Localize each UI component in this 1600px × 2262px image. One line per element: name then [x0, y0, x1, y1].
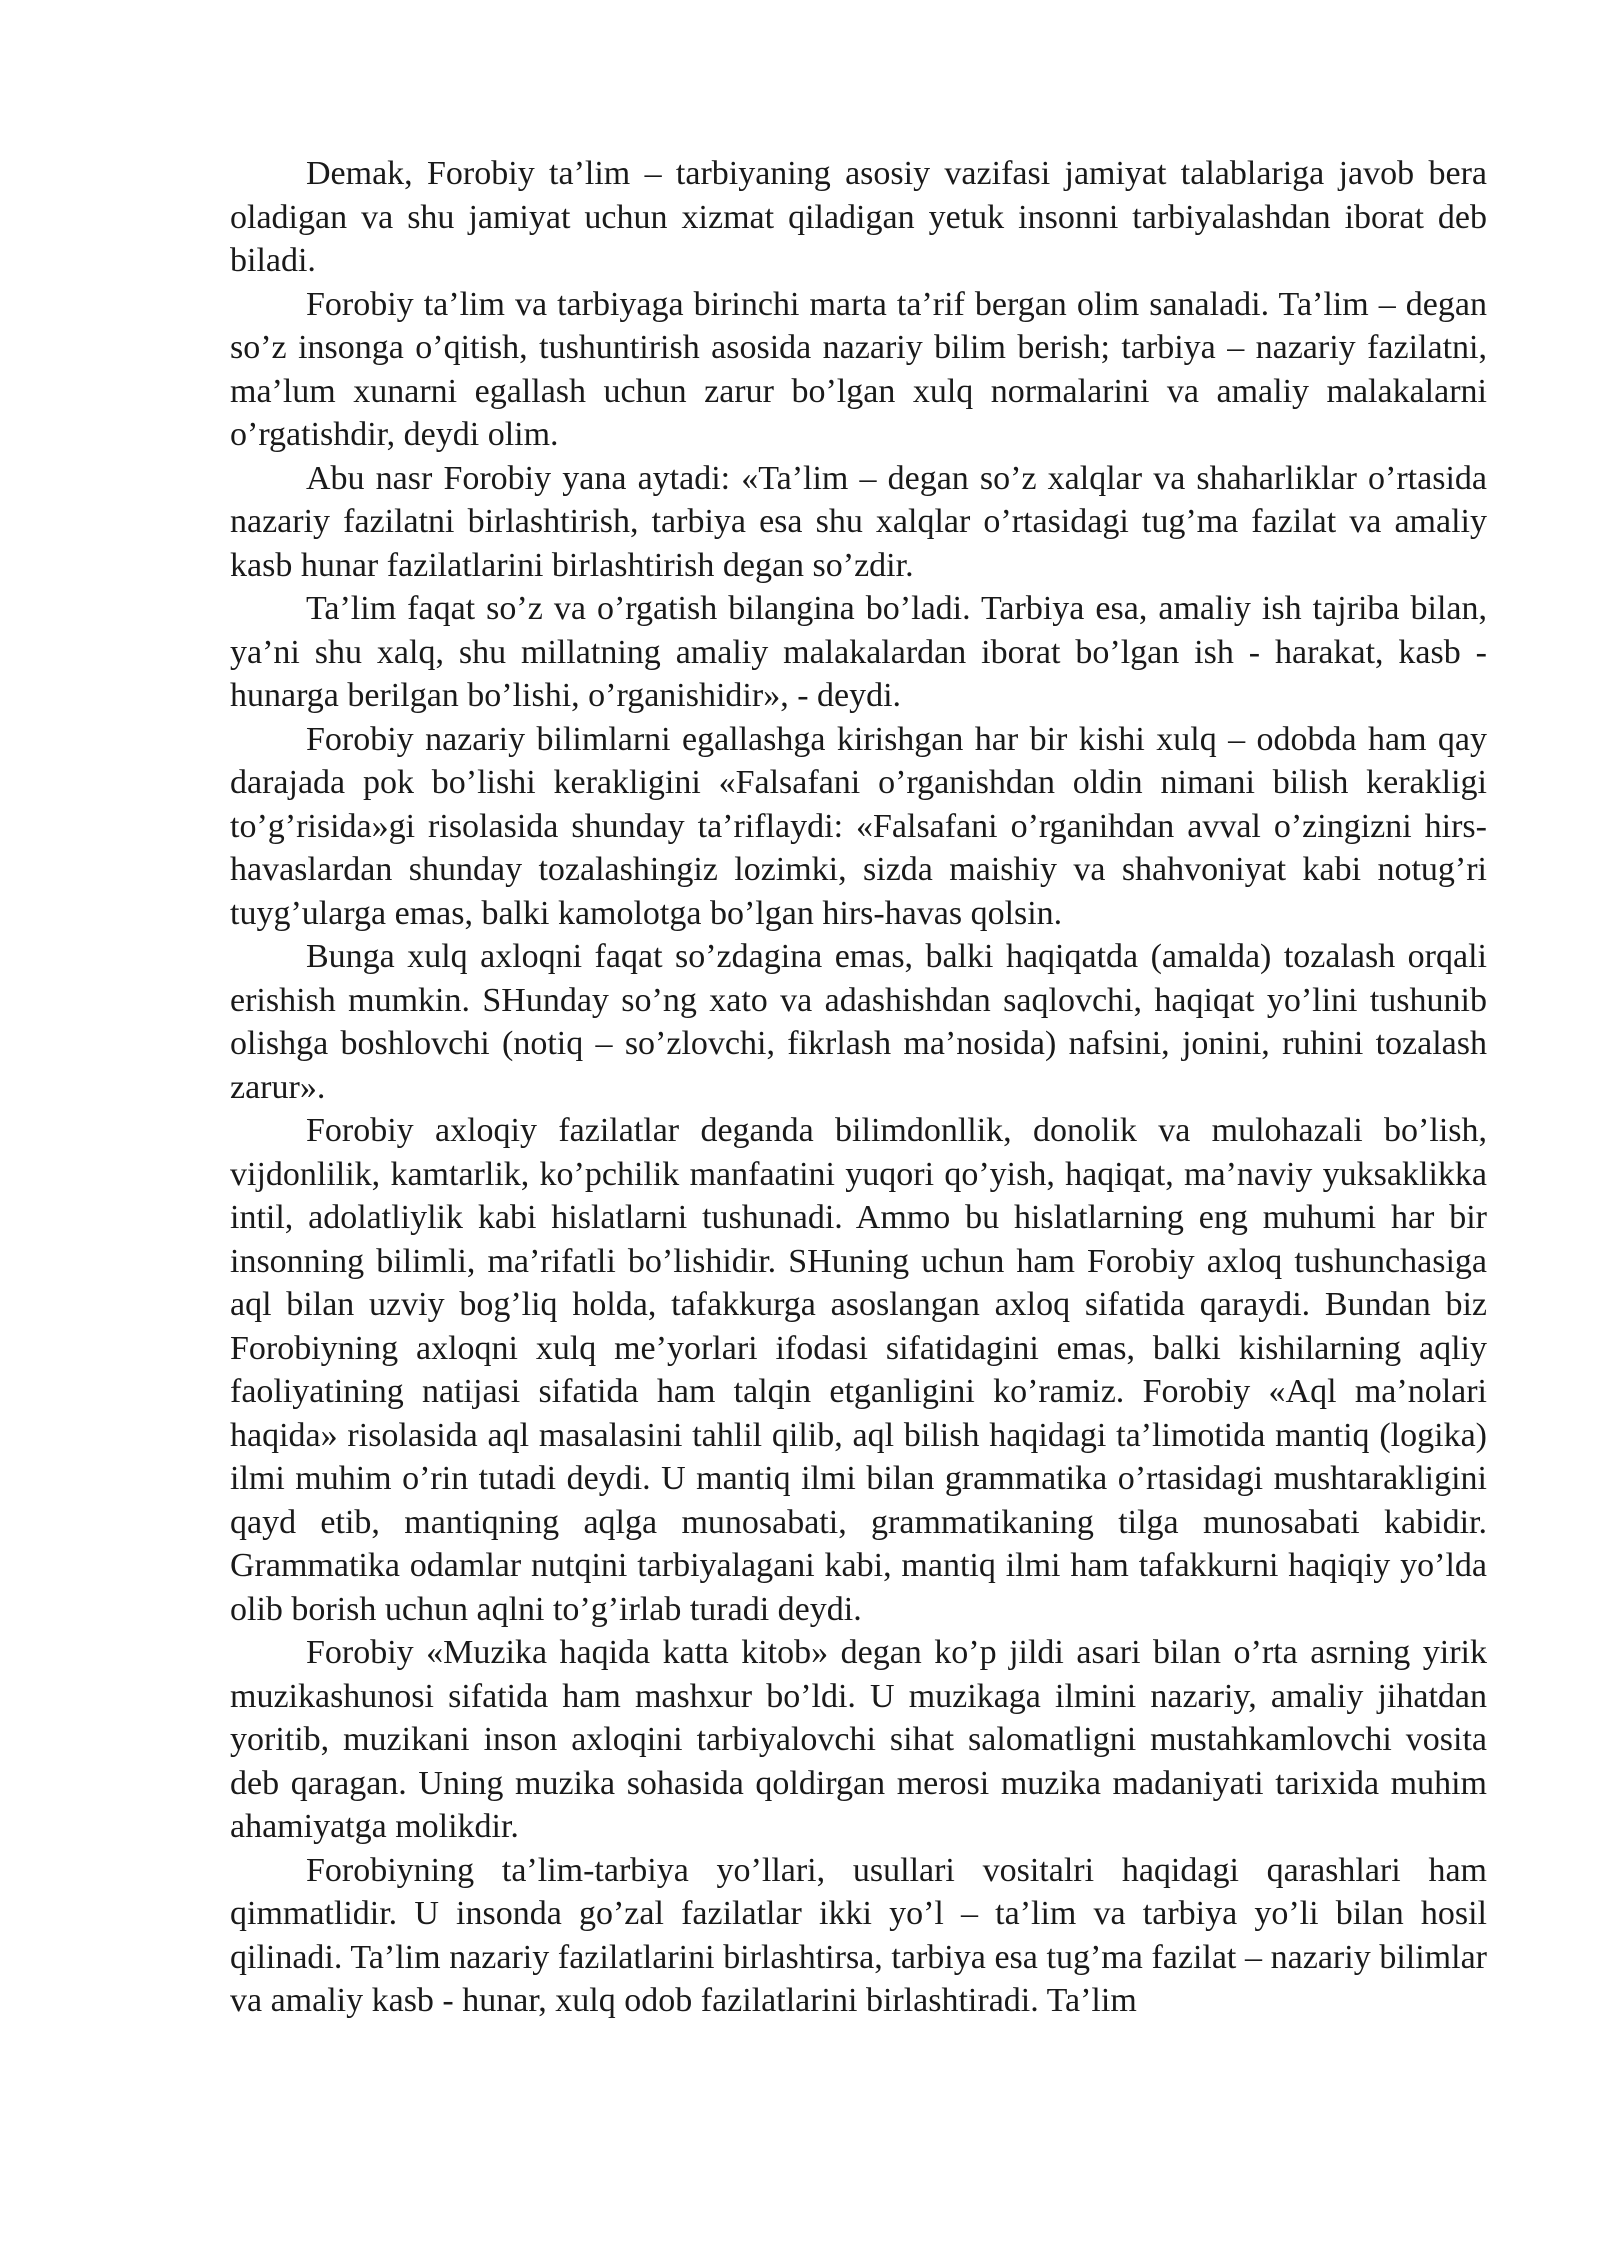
paragraph: Forobiyning ta’lim-tarbiya yo’llari, usullari vositalri haqidagi qarashlari ham qimmatlidir. U insonda go’zal fazilatlar ikki yo’l – ta’lim va tarbiya yo’li bilan hosil qilinadi. Ta’lim nazariy fazilatlarini birlashtirsa, tarbiya esa tug’ma fazilat – nazariy bilimlar va amaliy kasb - hunar, xulq odob fazilatlarini birlashtiradi. Ta’lim: [230, 1851, 1487, 2019]
paragraph: Forobiy nazariy bilimlarni egallashga kirishgan har bir kishi xulq – odobda ham qay darajada pok bo’lishi kerakligini «Falsafani o’rganishdan oldin nimani bilish kerakligi to’g’risida»gi risolasida shunday ta’riflaydi: «Falsafani o’rganihdan avval o’zingizni hirs-havaslardan shunday tozalashingiz lozimki, sizda maishiy va shahvoniyat kabi notug’ri tuyg’ularga emas, balki kamolotga bo’lgan hirs-havas qolsin.: [230, 720, 1487, 932]
paragraph: Demak, Forobiy ta’lim – tarbiyaning asosiy vazifasi jamiyat talablariga javob bera oladigan va shu jamiyat uchun xizmat qiladigan yetuk insonni tarbiyalashdan iborat deb biladi.: [230, 155, 1487, 279]
document-page: [230, 152, 1487, 2023]
paragraph: Abu nasr Forobiy yana aytadi: «Ta’lim – degan so’z xalqlar va shaharliklar o’rtasida nazariy fazilatni birlashtirish, tarbiya esa shu xalqlar o’rtasidagi tug’ma fazilat va amaliy kasb hunar fazilatlarini birlashtirish degan so’zdir.: [230, 459, 1487, 584]
paragraph: Forobiy «Muzika haqida katta kitob» degan ko’p jildi asari bilan o’rta asrning yirik muzikashunosi sifatida ham mashxur bo’ldi. U muzikaga ilmini nazariy, amaliy jihatdan yoritib, muzikani inson axloqini tarbiyalovchi sihat salomatligni mustahkamlovchi vosita deb qaragan. Uning muzika sohasida qoldirgan merosi muzika madaniyati tarixida muhim ahamiyatga molikdir.: [230, 1634, 1487, 1845]
paragraph: Forobiy ta’lim va tarbiyaga birinchi marta ta’rif bergan olim sanaladi. Ta’lim – degan so’z insonga o’qitish, tushuntirish asosida nazariy bilim berish; tarbiya – nazariy fazilatni, ma’lum xunarni egallash uchun zarur bo’lgan xulq normalarini va amaliy malakalarni o’rgatishdir, deydi olim.: [230, 285, 1487, 453]
paragraph: Forobiy axloqiy fazilatlar deganda bilimdonllik, donolik va mulohazali bo’lish, vijdonlilik, kamtarlik, ko’pchilik manfaatini yuqori qo’yish, haqiqat, ma’naviy yuksaklikka intil, adolatliylik kabi hislatlarni tushunadi. Ammo bu hislatlarning eng muhumi har bir insonning bilimli, ma’rifatli bo’lishidir. SHuning uchun ham Forobiy axloq tushunchasiga aql bilan uzviy bog’liq holda, tafakkurga asoslangan axloq sifatida qaraydi. Bundan biz Forobiyning axloqni xulq me’yorlari ifodasi sifatidagini emas, balki kishilarning aqliy faoliyatining natijasi sifatida ham talqin etganligini ko’ramiz. Forobiy «Aql ma’nolari haqida» risolasida aql masalasini tahlil qilib, aql bilish haqidagi ta’limotida mantiq (logika) ilmi muhim o’rin tutadi deydi. U mantiq ilmi bilan grammatika o’rtasidagi mushtarakligini qayd etib, mantiqning aqlga munosabati, grammatikaning tilga munosabati kabidir. Grammatika odamlar nutqini tarbiyalagani kabi, mantiq ilmi ham tafakkurni haqiqiy yo’lda olib borish uchun aqlni to’g’irlab turadi deydi.: [230, 1112, 1487, 1628]
paragraph: Ta’lim faqat so’z va o’rgatish bilangina bo’ladi. Tarbiya esa, amaliy ish tajriba bilan, ya’ni shu xalq, shu millatning amaliy malakalardan iborat bo’lgan ish - harakat, kasb - hunarga berilgan bo’lishi, o’rganishidir», - deydi.: [230, 590, 1487, 714]
paragraph: Bunga xulq axloqni faqat so’zdagina emas, balki haqiqatda (amalda) tozalash orqali erishish mumkin. SHunday so’ng xato va adashishdan saqlovchi, haqiqat yo’lini tushunib olishga boshlovchi (notiq – so’zlovchi, fikrlash ma’nosida) nafsini, jonini, ruhini tozalash zarur».: [230, 938, 1487, 1106]
